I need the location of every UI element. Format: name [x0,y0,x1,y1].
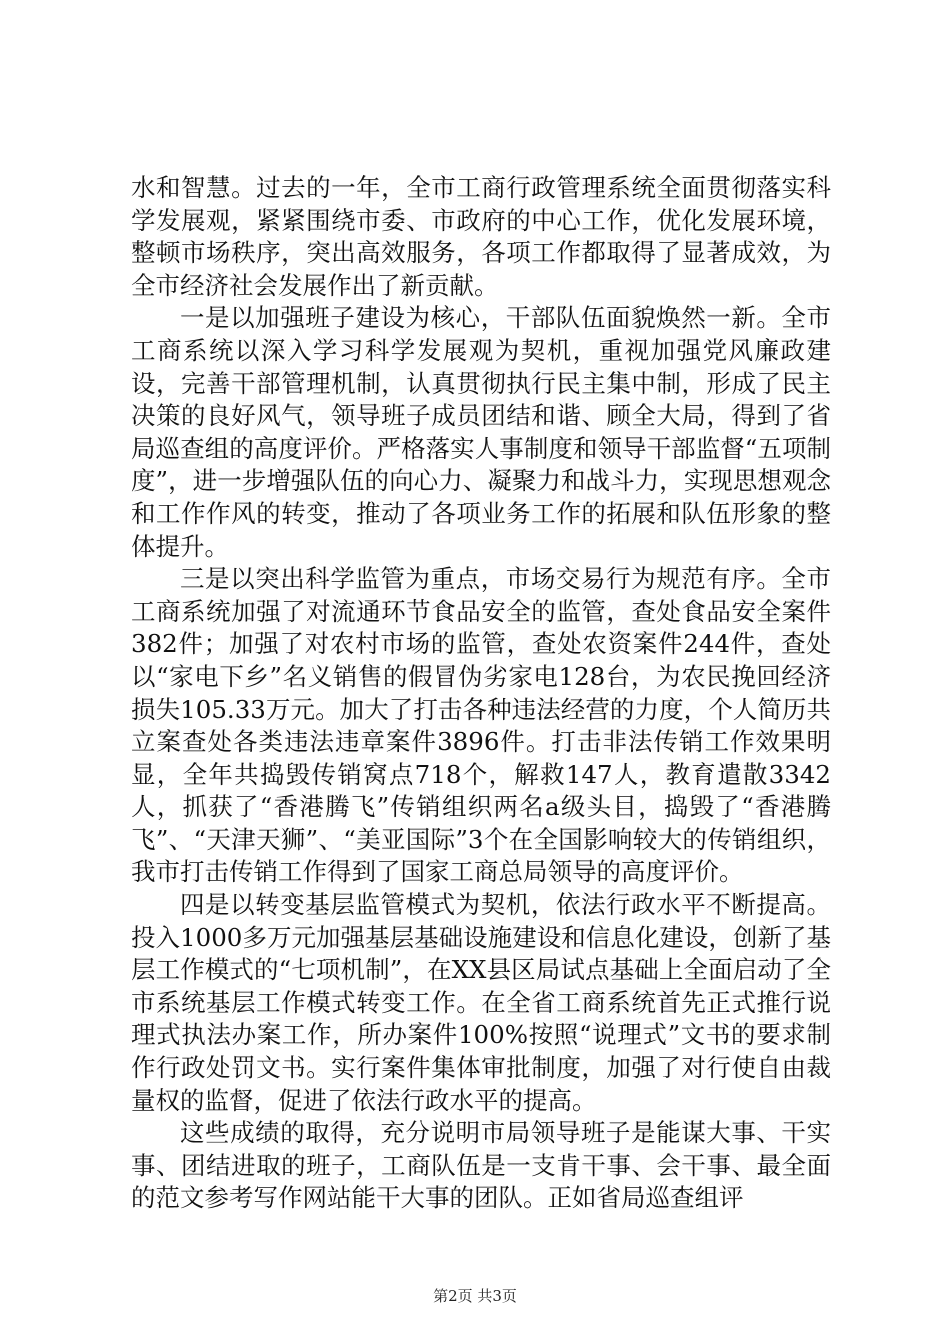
paragraph-grassroots-reform: 四是以转变基层监管模式为契机，依法行政水平不断提高。投入1000多万元加强基层基础设施建设和信息化建设，创新了基层工作模式的“七项机制”，在XX县区局试点基础上全面启动了全市系统基层工作模式转变工作。在全省工商系统首先正式推行说理式执法办案工作，所办案件100%按照“说理式”文书的要求制作行政处罚文书。实行案件集体审批制度，加强了对行使自由裁量权的监督，促进了依法行政水平的提高。 [131,890,831,1115]
paragraph-team-building: 一是以加强班子建设为核心，干部队伍面貌焕然一新。全市工商系统以深入学习科学发展观为契机，重视加强党风廉政建设，完善干部管理机制，认真贯彻执行民主集中制，形成了民主决策的良好风气，领导班子成员团结和谐、顾全大局，得到了省局巡查组的高度评价。严格落实人事制度和领导干部监督“五项制度”，进一步增强队伍的向心力、凝聚力和战斗力，实现思想观念和工作作风的转变，推动了各项业务工作的拓展和队伍形象的整体提升。 [131,303,831,561]
paragraph-continuation: 水和智慧。过去的一年，全市工商行政管理系统全面贯彻落实科学发展观，紧紧围绕市委、市政府的中心工作，优化发展环境，整顿市场秩序，突出高效服务，各项工作都取得了显著成效，为全市经济社会发展作出了新贡献。 [131,173,831,300]
document-body [131,172,831,1215]
paragraph-market-supervision: 三是以突出科学监管为重点，市场交易行为规范有序。全市工商系统加强了对流通环节食品安全的监管，查处食品安全案件382件；加强了对农村市场的监管，查处农资案件244件，查处以“家电下乡”名义销售的假冒伪劣家电128台，为农民挽回经济损失105.33万元。加大了打击各种违法经营的力度，个人简历共立案查处各类违法违章案件3896件。打击非法传销工作效果明显，全年共捣毁传销窝点718个，解救147人，教育遣散3342人，抓获了“香港腾飞”传销组织两名a级头目，捣毁了“香港腾飞”、“天津天狮”、“美亚国际”3个在全国影响较大的传销组织，我市打击传销工作得到了国家工商总局领导的高度评价。 [131,564,831,887]
page-number-footer: 第2页 共3页 [433,1287,517,1305]
paragraph-achievements: 这些成绩的取得，充分说明市局领导班子是能谋大事、干实事、团结进取的班子，工商队伍是一支肯干事、会干事、最全面的范文参考写作网站能干大事的团队。正如省局巡查组评 [131,1118,831,1213]
